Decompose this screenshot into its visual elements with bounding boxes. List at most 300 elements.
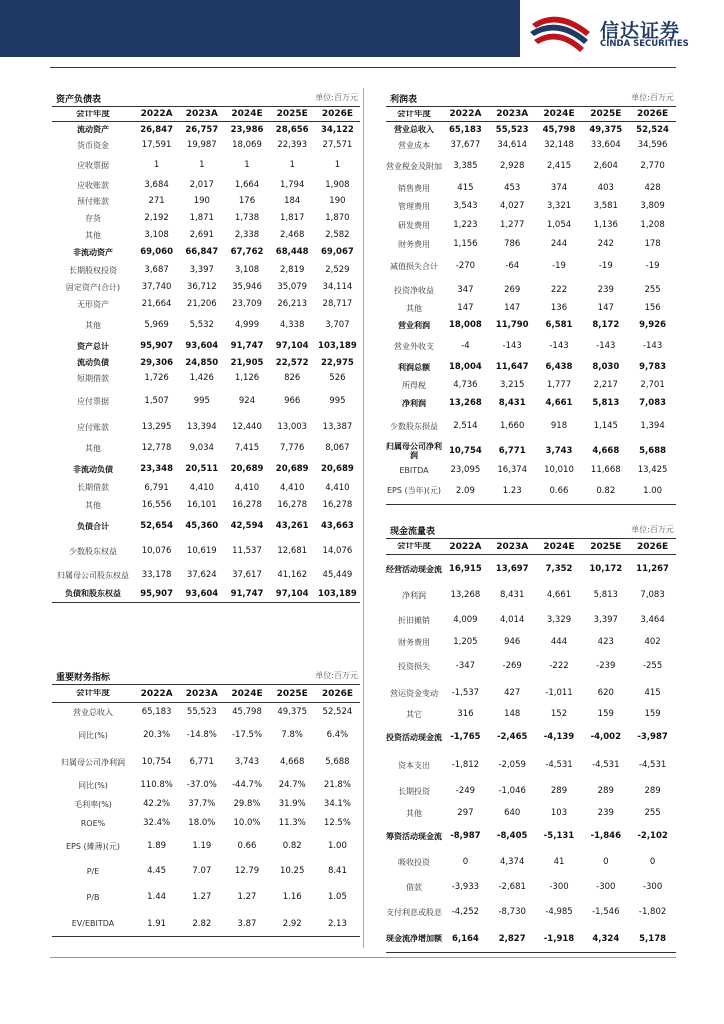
cell-value: 1,394 — [640, 421, 665, 431]
cell-value: 12.5% — [323, 818, 351, 828]
cell-value: 147 — [457, 303, 474, 313]
row-label: 其它 — [406, 709, 422, 719]
cell-value: 239 — [597, 808, 614, 818]
table-row — [386, 215, 676, 235]
cell-value: -44.7% — [231, 780, 263, 790]
cell-value: 37,677 — [450, 140, 481, 150]
cell-value: 7.8% — [281, 730, 304, 740]
table-row — [52, 883, 360, 911]
cell-value: 3,809 — [640, 201, 665, 211]
cash-header-row — [386, 539, 676, 555]
header-year: 2026E — [636, 109, 669, 119]
row-label: 少数股东权益 — [69, 546, 117, 556]
cell-value: 35,946 — [232, 282, 262, 292]
cell-value: 786 — [504, 239, 521, 249]
table-row — [386, 315, 676, 335]
cell-value: 924 — [238, 396, 256, 406]
table-row — [52, 480, 360, 495]
row-label: 财务费用 — [398, 239, 430, 249]
table-row — [52, 209, 360, 227]
cell-value: 2,017 — [189, 180, 214, 190]
table-row — [52, 911, 360, 937]
cell-value: -4,002 — [590, 732, 621, 742]
cell-value: 297 — [457, 808, 474, 818]
cell-value: 3,687 — [144, 265, 169, 275]
cell-value: 29.8% — [233, 799, 261, 809]
cell-value: 14,076 — [322, 546, 353, 556]
cell-value: 1,426 — [189, 373, 214, 383]
cell-value: 21,206 — [186, 299, 217, 309]
row-label: 折旧摊销 — [398, 615, 430, 625]
table-row — [52, 775, 360, 795]
cell-value: 7,776 — [280, 443, 305, 453]
cell-value: 5,813 — [592, 398, 620, 408]
cell-value: 255 — [644, 285, 661, 295]
cell-value: 640 — [504, 808, 521, 818]
cash-title-bar — [386, 522, 676, 539]
cell-value: 4,410 — [325, 482, 350, 493]
row-label: 归属母公司股东权益 — [57, 570, 129, 580]
cell-value: 453 — [504, 183, 521, 193]
cell-value: 93,604 — [185, 341, 219, 351]
cell-value: 17,591 — [141, 140, 172, 150]
row-label: 应收票据 — [77, 160, 109, 170]
cell-value: 2.92 — [282, 918, 302, 929]
table-row — [386, 925, 676, 953]
cell-value: 11,267 — [636, 564, 669, 574]
cell-value: 289 — [644, 786, 661, 796]
cell-value: -347 — [455, 661, 476, 671]
cell-value: 24.7% — [278, 780, 306, 790]
cell-value: -19 — [598, 261, 613, 271]
cell-value: 27,571 — [322, 140, 353, 150]
cell-value: 1,817 — [280, 213, 305, 223]
row-label: ROE% — [80, 818, 106, 828]
cell-value: 918 — [550, 421, 568, 431]
cell-value: 6.4% — [326, 730, 349, 740]
cell-value: -143 — [642, 341, 663, 351]
cell-value: -270 — [455, 261, 476, 271]
row-label: 支付利息或股息 — [386, 907, 442, 917]
cell-value: 32,148 — [544, 140, 574, 150]
cell-value: 1,136 — [593, 220, 618, 230]
cell-value: 3,397 — [593, 615, 618, 625]
header-year: 2024E — [543, 109, 575, 119]
header-year: 2026E — [321, 109, 354, 119]
cinda-logo-icon — [528, 10, 594, 54]
row-label: 应付票据 — [77, 396, 109, 406]
table-row — [52, 122, 360, 137]
cell-value: -300 — [549, 882, 569, 892]
row-label: 同比(%) — [78, 730, 108, 740]
cell-value: 1.91 — [147, 918, 167, 929]
cell-value: 42,594 — [230, 521, 264, 531]
cell-value: 184 — [284, 196, 301, 206]
cell-value: 4,661 — [546, 590, 572, 600]
cell-value: 1,145 — [593, 421, 618, 431]
table-row — [52, 721, 360, 749]
cell-value: -5,131 — [543, 831, 575, 841]
cell-value: 415 — [644, 688, 661, 698]
table-row — [52, 337, 360, 355]
table-row — [52, 458, 360, 480]
key-title-bar — [52, 668, 360, 685]
cell-value: 620 — [597, 688, 614, 698]
cell-value: 1,870 — [325, 213, 350, 223]
cell-value: -64 — [505, 261, 520, 271]
cell-value: -1,802 — [638, 907, 667, 917]
cell-value: -143 — [502, 341, 522, 351]
cell-value: 9,926 — [639, 320, 667, 330]
table-row — [386, 122, 676, 137]
cell-value: -143 — [549, 341, 569, 351]
cell-value: 4,410 — [189, 482, 214, 493]
cell-value: 1,205 — [453, 637, 478, 647]
row-label: 研发费用 — [398, 220, 430, 230]
table-row — [52, 261, 360, 279]
cell-value: 10,010 — [544, 465, 574, 475]
income-title: 利润表 — [390, 95, 418, 105]
cell-value: 0 — [649, 857, 656, 867]
table-row — [386, 779, 676, 803]
cell-value: 26,213 — [277, 299, 308, 309]
cell-value: 34,114 — [322, 282, 353, 292]
cell-value: 11,790 — [495, 320, 529, 330]
cell-value: -300 — [642, 882, 663, 892]
table-row — [386, 153, 676, 179]
cell-value: -8,730 — [498, 907, 526, 917]
table-row — [386, 463, 676, 477]
cell-value: 2,827 — [498, 933, 526, 944]
cell-value: 13,268 — [450, 590, 481, 600]
row-label: 投资活动现金流 — [386, 732, 442, 742]
brand-name-cn: 信达证券 — [600, 20, 681, 42]
cell-value: 69,067 — [321, 247, 354, 257]
cell-value: 49,375 — [277, 707, 308, 717]
cell-value: 255 — [644, 808, 661, 818]
header-label: 会计年度 — [396, 109, 431, 119]
key-header-row — [52, 685, 360, 703]
cell-value: 1.00 — [327, 841, 347, 851]
cell-value: 5,688 — [639, 446, 667, 456]
table-row — [52, 537, 360, 565]
cell-value: 2,604 — [593, 161, 618, 171]
row-label: 流动资产 — [77, 125, 109, 134]
row-label: 短期借款 — [77, 373, 109, 383]
cell-value: -2,059 — [498, 760, 526, 770]
cell-value: 2,582 — [325, 230, 350, 240]
cell-value: 8.41 — [327, 866, 347, 876]
cell-value: 1 — [153, 160, 160, 170]
row-label: 负债合计 — [77, 521, 109, 531]
row-label: 固定资产(合计) — [65, 282, 121, 292]
cell-value: 1,660 — [500, 421, 525, 431]
cell-value: 374 — [550, 183, 568, 193]
table-row — [52, 833, 360, 859]
cell-value: 66,847 — [185, 247, 219, 257]
cell-value: 1,277 — [500, 220, 525, 230]
cell-value: 20,689 — [230, 464, 264, 474]
cell-value: 147 — [597, 303, 614, 313]
row-label: 应付账款 — [77, 422, 109, 432]
cell-value: 1.05 — [327, 892, 347, 902]
cell-value: -4 — [461, 341, 470, 351]
cell-value: 1 — [289, 160, 295, 170]
table-row — [52, 313, 360, 337]
cell-value: 45,798 — [542, 124, 576, 135]
cell-value: 190 — [193, 196, 210, 206]
table-row — [52, 227, 360, 243]
cell-value: 2,217 — [593, 380, 618, 390]
cell-value: 423 — [597, 637, 614, 647]
cell-value: 10.25 — [280, 866, 305, 876]
cell-value: 55,523 — [495, 124, 529, 135]
cell-value: 52,524 — [636, 124, 669, 135]
cell-value: 3,385 — [453, 161, 478, 171]
cell-value: -4,531 — [545, 760, 573, 770]
row-label: 毛利率(%) — [74, 799, 112, 809]
header-year: 2025E — [276, 109, 308, 119]
header-year: 2022A — [140, 688, 173, 699]
cell-value: 4,324 — [592, 933, 620, 944]
cell-value: 18,004 — [448, 362, 482, 372]
cell-value: 3.87 — [237, 918, 257, 929]
cell-value: -222 — [549, 661, 569, 671]
cell-value: 52,524 — [322, 707, 353, 717]
row-label: 筹资活动现金流 — [386, 831, 442, 841]
cell-value: 1.27 — [192, 892, 212, 902]
cell-value: -239 — [596, 661, 616, 671]
row-label: 长期借款 — [77, 483, 109, 492]
cell-value: 3,321 — [546, 201, 572, 211]
table-row — [52, 515, 360, 537]
cell-value: 12,681 — [277, 546, 308, 556]
cell-value: 2.13 — [327, 918, 347, 929]
income-title-bar — [386, 90, 676, 107]
cell-value: 1.23 — [502, 485, 522, 496]
brand-logo — [528, 10, 718, 54]
table-row — [52, 370, 360, 386]
cell-value: 239 — [597, 285, 614, 295]
cell-value: 271 — [148, 196, 165, 206]
header-year: 2023A — [496, 541, 529, 552]
cell-value: 1,156 — [453, 239, 478, 249]
cell-value: 1 — [334, 160, 341, 170]
cell-value: 43,663 — [321, 521, 354, 531]
cell-value: 3,707 — [325, 320, 350, 330]
row-label: EV/EBITDA — [71, 919, 115, 928]
cell-value: 8,431 — [500, 590, 525, 600]
cell-value: 33,604 — [590, 140, 621, 150]
table-row — [386, 803, 676, 823]
cell-value: 826 — [284, 373, 301, 383]
cell-value: 1.44 — [147, 892, 167, 902]
table-row — [386, 477, 676, 505]
cell-value: 6,791 — [144, 482, 169, 493]
cell-value: 69,060 — [140, 247, 173, 257]
row-label: 营业总收入 — [394, 125, 434, 134]
cell-value: -4,139 — [543, 732, 575, 742]
cell-value: 6,771 — [189, 757, 214, 767]
row-label: 营业总收入 — [73, 707, 113, 717]
cell-value: 7,083 — [640, 590, 665, 600]
cell-value: 103 — [550, 808, 568, 818]
header-label: 会计年度 — [75, 689, 110, 698]
header-year: 2022A — [140, 109, 173, 119]
table-row — [386, 607, 676, 633]
header-year: 2022A — [449, 109, 482, 119]
cell-value: 19,987 — [186, 140, 217, 150]
key-financial-indicators-table — [52, 668, 360, 937]
cell-value: 34,596 — [637, 140, 668, 150]
cell-value: 55,523 — [186, 707, 217, 717]
cell-value: 2.82 — [192, 918, 212, 929]
table-row — [386, 137, 676, 153]
cell-value: 16,374 — [497, 465, 528, 475]
header-year: 2026E — [321, 688, 354, 699]
cash-title: 现金流量表 — [390, 527, 436, 537]
table-row — [52, 386, 360, 416]
cell-value: 4,374 — [500, 857, 525, 867]
cell-value: 21,905 — [230, 357, 264, 368]
cell-value: 11,537 — [232, 546, 262, 556]
cell-value: 16,915 — [448, 564, 482, 574]
cell-value: 20,689 — [321, 464, 354, 474]
cell-value: 32.4% — [143, 818, 171, 828]
table-row — [386, 875, 676, 899]
header-year: 2026E — [636, 541, 669, 552]
cell-value: 316 — [457, 709, 474, 719]
cell-value: 178 — [644, 239, 661, 249]
cell-value: 1,726 — [144, 373, 169, 383]
cell-value: 24,850 — [185, 357, 219, 368]
cell-value: 10,172 — [589, 564, 623, 574]
cell-value: 36,712 — [186, 282, 217, 292]
table-row — [52, 703, 360, 721]
row-label: 其他 — [85, 443, 101, 453]
cell-value: -4,531 — [592, 760, 620, 770]
cell-value: 995 — [329, 396, 346, 406]
cell-value: 176 — [238, 196, 256, 206]
cell-value: -4,531 — [638, 760, 667, 770]
cell-value: 2,529 — [325, 265, 350, 275]
cell-value: 5,688 — [325, 757, 350, 767]
cell-value: 269 — [504, 285, 521, 295]
cell-value: -19 — [645, 261, 660, 271]
cell-value: 1,738 — [234, 213, 260, 223]
cell-value: 49,375 — [589, 124, 623, 135]
cell-value: 11,647 — [495, 362, 529, 372]
cell-value: 403 — [597, 183, 614, 193]
header-label: 会计年度 — [396, 542, 431, 551]
cell-value: 2,415 — [546, 161, 572, 171]
table-row — [386, 705, 676, 723]
table-row — [386, 253, 676, 279]
header-year: 2022A — [449, 541, 482, 552]
cell-value: 966 — [284, 396, 301, 406]
cell-value: 1 — [199, 160, 205, 170]
table-row — [52, 279, 360, 295]
row-label: 现金流净增加额 — [386, 934, 442, 943]
cell-value: 37.7% — [188, 799, 216, 809]
cell-value: 156 — [644, 303, 661, 313]
cell-value: 3,743 — [545, 446, 573, 456]
row-label: 其他 — [406, 303, 422, 313]
cell-value: -255 — [642, 661, 663, 671]
cell-value: 1,664 — [234, 180, 260, 190]
row-label: EPS (摊薄)(元) — [66, 841, 120, 851]
cell-value: 7,415 — [234, 443, 260, 453]
cell-value: 12,778 — [141, 443, 172, 453]
table-row — [52, 295, 360, 313]
cell-value: 23,095 — [450, 465, 481, 475]
cell-value: 0 — [603, 857, 609, 867]
cell-value: 10.0% — [233, 818, 261, 828]
cell-value: 147 — [504, 303, 521, 313]
row-label: 所得税 — [402, 380, 426, 390]
cell-value: 20.3% — [143, 730, 171, 740]
cell-value: 1.27 — [237, 892, 257, 902]
cell-value: 6,581 — [545, 320, 573, 330]
cell-value: 1,126 — [234, 373, 260, 383]
header-year: 2023A — [496, 109, 529, 119]
row-label: 营运资金变动 — [390, 688, 438, 698]
cell-value: 2,514 — [453, 421, 478, 431]
cell-value: 16,556 — [141, 500, 172, 510]
cell-value: 41,162 — [277, 570, 308, 580]
cell-value: 8,067 — [325, 443, 350, 453]
cell-value: 159 — [644, 709, 661, 719]
cell-value: 21,664 — [141, 299, 172, 309]
cell-value: 3,743 — [234, 757, 260, 767]
row-label: 非流动负债 — [73, 464, 113, 474]
cell-value: -2,681 — [498, 882, 526, 892]
cell-value: 26,757 — [185, 124, 219, 135]
cell-value: 1,794 — [280, 180, 305, 190]
cell-value: 1 — [244, 160, 250, 170]
cell-value: 244 — [550, 239, 568, 249]
cell-value: 8,431 — [498, 398, 526, 408]
cell-value: 16,278 — [232, 500, 262, 510]
cell-value: -1,812 — [451, 760, 480, 770]
cell-value: 3,397 — [189, 265, 214, 275]
cell-value: 6,771 — [498, 446, 526, 456]
header-label: 会计年度 — [75, 109, 110, 119]
cell-value: 12.79 — [234, 866, 260, 876]
cell-value: -17.5% — [231, 730, 263, 740]
cell-value: 1.89 — [147, 841, 167, 851]
table-row — [52, 813, 360, 833]
cell-value: 289 — [550, 786, 568, 796]
cell-value: 0.66 — [549, 485, 569, 496]
row-label: 销售费用 — [398, 183, 430, 193]
cell-value: 91,747 — [230, 588, 264, 599]
cell-value: 222 — [550, 285, 568, 295]
table-row — [386, 633, 676, 651]
cell-value: 2,468 — [280, 230, 305, 240]
cell-value: 4,014 — [500, 615, 525, 625]
table-row — [52, 177, 360, 193]
table-row — [386, 681, 676, 705]
cell-value: 428 — [644, 183, 661, 193]
row-label: 管理费用 — [398, 201, 430, 211]
cell-value: 159 — [597, 709, 614, 719]
cell-value: 13,425 — [637, 465, 668, 475]
row-label: 其他 — [85, 230, 101, 240]
header-banner — [0, 0, 520, 57]
row-label: 无形资产 — [77, 299, 109, 309]
cell-value: 152 — [550, 709, 568, 719]
